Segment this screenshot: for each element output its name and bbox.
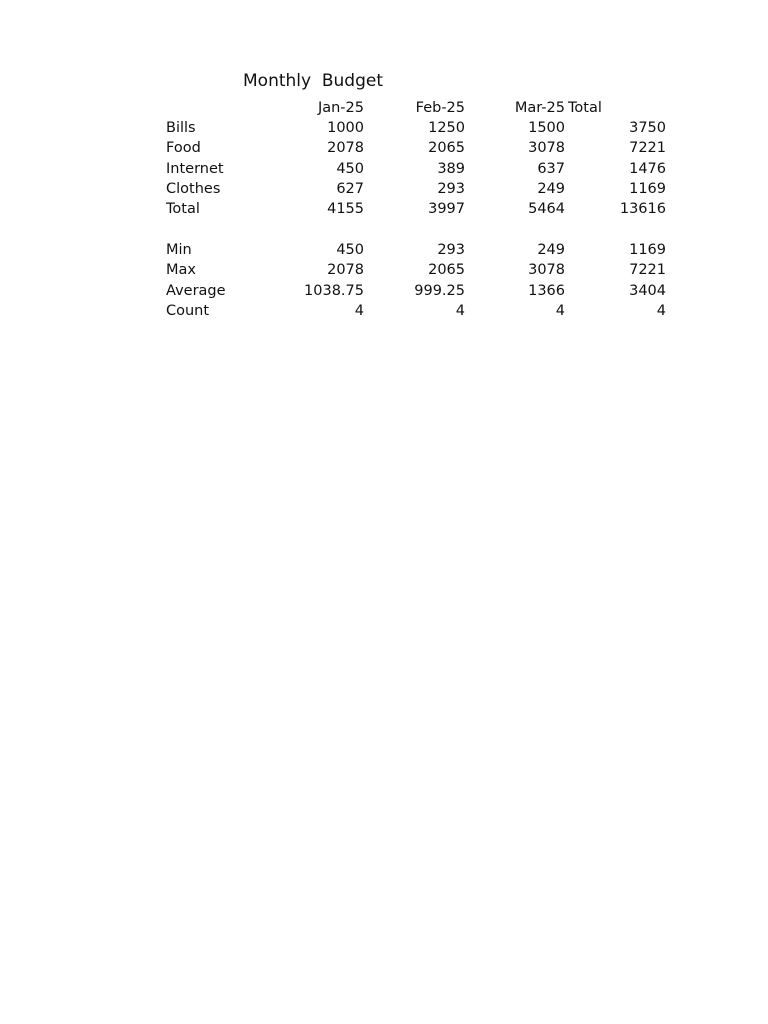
cell: 7221: [629, 262, 666, 278]
cell: 450: [336, 161, 364, 177]
cell: 5464: [528, 201, 565, 217]
row-label: Total: [166, 201, 200, 217]
table-row: [0, 159, 768, 179]
row-label: Count: [166, 303, 210, 319]
cell: 637: [537, 161, 565, 177]
row-label: Bills: [166, 120, 196, 136]
table-row: [0, 179, 768, 199]
cell: 1169: [629, 242, 666, 258]
sheet-title: Monthly Budget: [243, 71, 384, 91]
cell: 4: [656, 303, 666, 319]
cell: 3078: [528, 140, 565, 156]
cell: 3404: [629, 283, 666, 299]
cell: 627: [336, 181, 364, 197]
cell: 1038.75: [304, 283, 364, 299]
cell: 999.25: [414, 283, 465, 299]
cell: 7221: [629, 140, 666, 156]
row-label: Clothes: [166, 181, 221, 197]
cell: 1500: [528, 120, 565, 136]
stats-row: [0, 281, 768, 301]
cell: 2065: [428, 262, 465, 278]
cell: 3078: [528, 262, 565, 278]
header-total: Total: [568, 100, 602, 116]
cell: 450: [336, 242, 364, 258]
row-label: Average: [166, 283, 226, 299]
stats-row: [0, 301, 768, 321]
cell: 2078: [327, 262, 364, 278]
cell: 1250: [428, 120, 465, 136]
cell: 3997: [428, 201, 465, 217]
cell: 2065: [428, 140, 465, 156]
cell: 1169: [629, 181, 666, 197]
cell: 4: [354, 303, 364, 319]
cell: 13616: [619, 201, 666, 217]
header-row: [0, 98, 768, 118]
cell: 1366: [528, 283, 565, 299]
row-label: Max: [166, 262, 196, 278]
cell: 1000: [327, 120, 364, 136]
table-row: [0, 199, 768, 219]
header-mar: Mar-25: [514, 100, 565, 116]
cell: 293: [437, 242, 465, 258]
row-label: Min: [166, 242, 192, 258]
row-label: Internet: [166, 161, 224, 177]
cell: 249: [537, 242, 565, 258]
cell: 4: [455, 303, 465, 319]
stats-row: [0, 260, 768, 280]
cell: 389: [437, 161, 465, 177]
header-feb: Feb-25: [415, 100, 465, 116]
cell: 3750: [629, 120, 666, 136]
row-label: Food: [166, 140, 201, 156]
header-jan: Jan-25: [317, 100, 364, 116]
cell: 1476: [629, 161, 666, 177]
cell: 4: [555, 303, 565, 319]
cell: 2078: [327, 140, 364, 156]
table-row: [0, 118, 768, 138]
stats-row: [0, 240, 768, 260]
cell: 4155: [327, 201, 364, 217]
cell: 249: [537, 181, 565, 197]
cell: 293: [437, 181, 465, 197]
table-row: [0, 138, 768, 158]
